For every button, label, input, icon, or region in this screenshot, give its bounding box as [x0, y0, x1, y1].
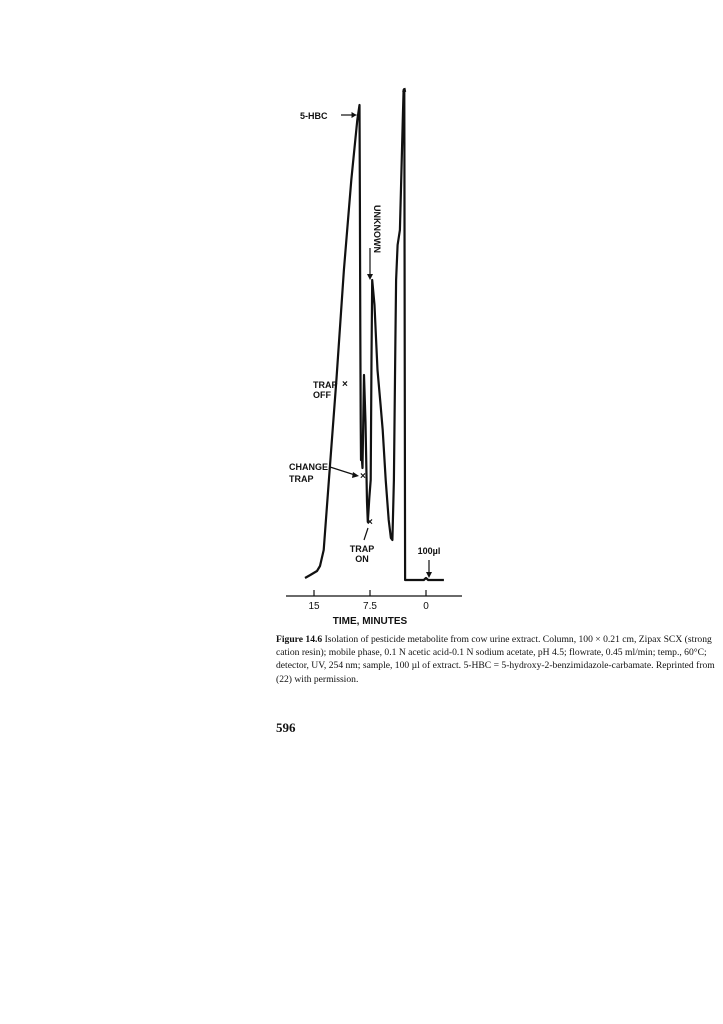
x-axis-title: TIME, MINUTES: [332, 616, 408, 627]
page-number: 596: [276, 720, 296, 735]
annotation-trap-off: TRAP: [313, 380, 338, 390]
annotation-trap-on-2: ON: [355, 554, 369, 564]
arrowhead: [352, 472, 359, 478]
figure-label: Figure 14.6: [276, 634, 323, 645]
annotation-trap-on: TRAP: [349, 544, 375, 554]
annotation-trap-on-arrow: [364, 528, 368, 540]
figure-caption: [276, 633, 716, 686]
annotation-trap-off-2: OFF: [313, 390, 331, 400]
annotation-change-trap-2: TRAP: [289, 474, 314, 484]
trap-off-marker: ×: [342, 379, 348, 390]
change-trap-marker: ×: [360, 471, 366, 482]
annotation-change-trap-arrow: [330, 467, 355, 475]
figure-caption-text: Isolation of pesticide metabolite from cow urine extract. Column, 100 × 0.21 cm, Zipax SCX (strong cation resin); mobile phase, 0.1 N acetic acid-0.1 N sodium acetate, pH 4.5; flowrate, 0.45 ml/min; temp., 60°C; detector, UV, 254 nm; sample, 100 µl of extract. 5-HBC = 5-hydroxy-2-benzimidazole-carbamate. Reprinted from (22) with permission.: [276, 634, 715, 685]
arrowhead: [352, 112, 357, 118]
arrowhead: [426, 572, 432, 578]
chromatogram-trace: [305, 89, 444, 580]
solvent-peak-top: [403, 90, 405, 92]
x-tick-label: 0: [423, 601, 429, 612]
annotation-100ul: 100µl: [417, 546, 441, 556]
trap-on-marker: ×: [367, 517, 373, 528]
x-tick-label: 15: [308, 601, 320, 612]
annotation-5-hbc: 5-HBC: [300, 111, 328, 121]
x-tick-label: 7.5: [363, 601, 377, 612]
annotation-change-trap: CHANGE: [289, 462, 329, 472]
annotation-unknown: UNKNOWN: [372, 205, 382, 253]
